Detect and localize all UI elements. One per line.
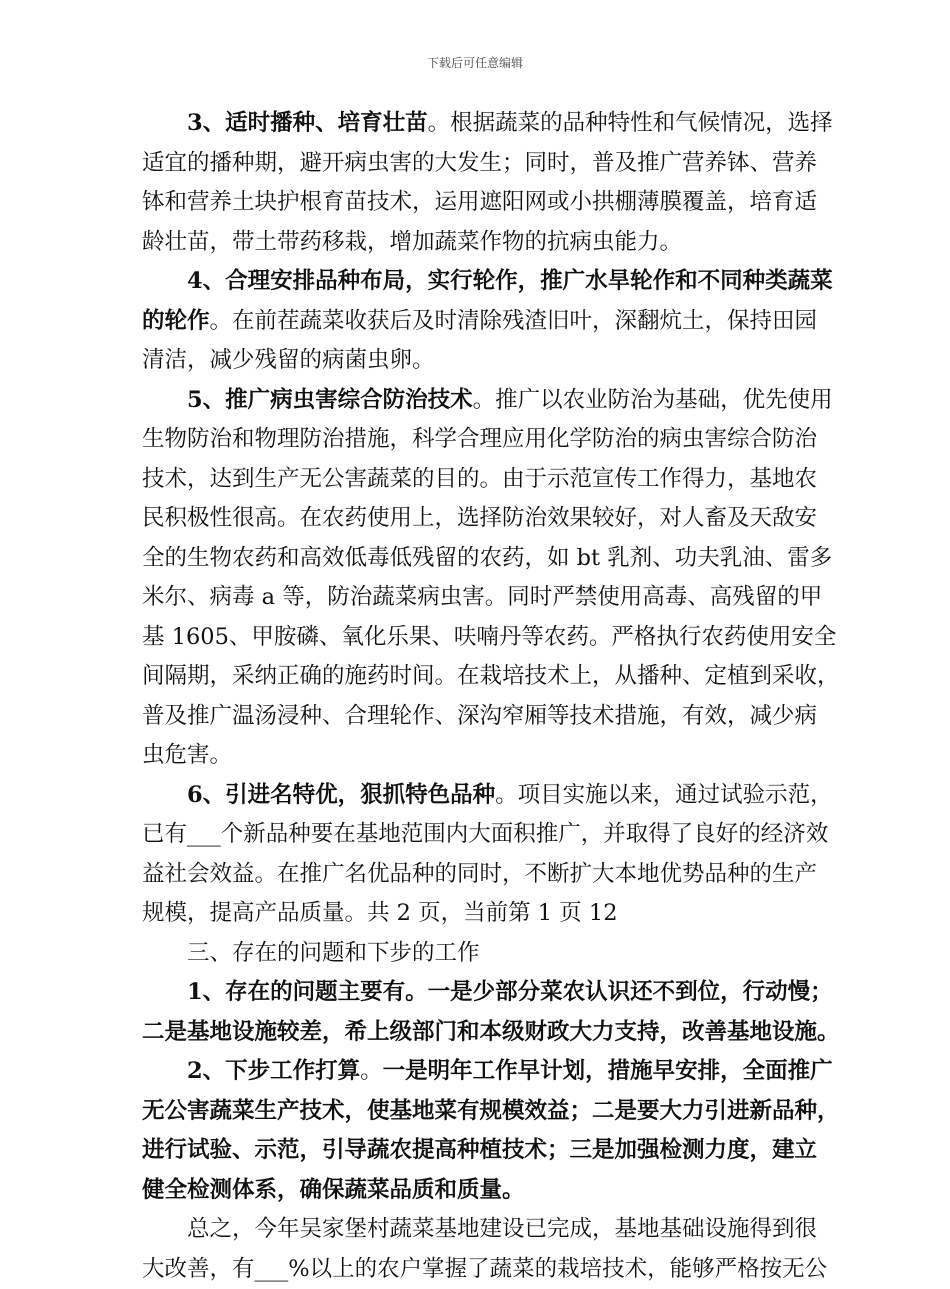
text-segment: 。根据蔬菜的品种特性和气候情况，选择 xyxy=(428,110,833,136)
text-line xyxy=(142,262,812,302)
text-segment: 。在前茬蔬菜收获后及时清除残渣旧叶，深翻炕土，保持田园 xyxy=(210,308,818,334)
text-segment: 。项目实施以来，通过试验示范， xyxy=(495,782,833,808)
text-segment: 民积极性很高。在农药使用上，选择防治效果较好，对人畜及天敌安 xyxy=(142,505,817,531)
text-line xyxy=(142,776,812,816)
text-segment: 益社会效益。在推广名优品种的同时，不断扩大本地优势品种的生产 xyxy=(142,861,817,887)
bold-text-segment: 4、合理安排品种布局，实行轮作，推广水旱轮作和不同种类蔬菜 xyxy=(187,268,833,294)
text-line xyxy=(142,499,812,539)
text-segment: 技术，达到生产无公害蔬菜的目的。由于示范宣传工作得力，基地农 xyxy=(142,466,817,492)
text-line xyxy=(142,1131,812,1171)
text-segment: 龄壮苗，带土带药移栽，增加蔬菜作物的抗病虫能力。 xyxy=(142,229,682,255)
bold-text-segment: 进行试验、示范，引导蔬农提高种植技术；三是加强检测力度，建立 xyxy=(142,1137,817,1163)
bold-text-segment: 无公害蔬菜生产技术，使基地菜有规模效益；二是要大力引进新品种， xyxy=(142,1098,840,1124)
bold-text-segment: 3、适时播种、培育壮苗 xyxy=(187,110,428,136)
text-segment: 三、存在的问题和下步的工作 xyxy=(187,940,480,966)
text-segment: 适宜的播种期，避开病虫害的大发生；同时，普及推广营养钵、营养 xyxy=(142,150,817,176)
text-segment: 规模，提高产品质量。共 2 页，当前第 1 页 12 xyxy=(142,900,618,926)
text-line xyxy=(142,618,812,658)
text-segment: 间隔期，采纳正确的施药时间。在栽培技术上，从播种、定植到采收， xyxy=(142,663,840,689)
text-segment: 生物防治和物理防治措施，科学合理应用化学防治的病虫害综合防治 xyxy=(142,426,817,452)
text-segment: 钵和营养土块护根育苗技术，运用遮阳网或小拱棚薄膜覆盖，培育适 xyxy=(142,189,817,215)
text-segment: 全的生物农药和高效低毒低残留的农药，如 bt 乳剂、功夫乳油、雷多 xyxy=(142,545,832,571)
bold-text-segment: 健全检测体系，确保蔬菜品质和质量。 xyxy=(142,1177,525,1203)
text-line xyxy=(142,657,812,697)
bold-text-segment: 的轮作 xyxy=(142,308,210,334)
bold-text-segment: 6、引进名特优，狠抓特色品种 xyxy=(187,782,495,808)
text-segment: 。推广以农业防治为基础，优先使用 xyxy=(473,387,833,413)
bold-text-segment: 2、下步工作打算 xyxy=(187,1058,360,1084)
page-header: 下载后可任意编辑 xyxy=(0,54,950,71)
text-segment: 米尔、病毒 a 等，防治蔬菜病虫害。同时严禁使用高毒、高残留的甲 xyxy=(142,584,822,610)
text-segment: 普及推广温汤浸种、合理轮作、深沟窄厢等技术措施，有效，减少病 xyxy=(142,703,817,729)
text-line xyxy=(142,381,812,421)
bold-text-segment: 二是基地设施较差，希上级部门和本级财政大力支持，改善基地设施。 xyxy=(142,1019,840,1045)
text-line xyxy=(142,223,812,263)
text-line xyxy=(142,144,812,184)
text-line xyxy=(142,894,812,934)
text-line xyxy=(142,736,812,776)
text-line xyxy=(142,973,812,1013)
text-line xyxy=(142,104,812,144)
text-line xyxy=(142,855,812,895)
text-line xyxy=(142,1092,812,1132)
text-segment: 总之，今年吴家堡村蔬菜基地建设已完成，基地基础设施得到很 xyxy=(187,1216,817,1242)
bold-text-segment: 一是明年工作早计划，措施早安排，全面推广 xyxy=(383,1058,833,1084)
text-segment: 已有___个新品种要在基地范围内大面积推广，并取得了良好的经济效 xyxy=(142,821,828,847)
text-segment: 虫危害。 xyxy=(142,742,232,768)
text-line xyxy=(142,460,812,500)
text-line xyxy=(142,539,812,579)
text-line xyxy=(142,341,812,381)
document-body xyxy=(142,104,812,1289)
text-line xyxy=(142,934,812,974)
text-line xyxy=(142,1052,812,1092)
text-line xyxy=(142,815,812,855)
text-line xyxy=(142,183,812,223)
bold-text-segment: 1、存在的问题主要有。一是少部分菜农认识还不到位，行动慢； xyxy=(187,979,833,1005)
text-segment: 大改善，有___%以上的农户掌握了蔬菜的栽培技术，能够严格按无公 xyxy=(142,1256,827,1282)
text-line xyxy=(142,1013,812,1053)
text-segment: 。 xyxy=(360,1058,383,1084)
text-segment: 基 1605、甲胺磷、氧化乐果、呋喃丹等农药。严格执行农药使用安全 xyxy=(142,624,836,650)
text-line xyxy=(142,697,812,737)
text-line xyxy=(142,578,812,618)
text-line xyxy=(142,1250,812,1289)
bold-text-segment: 5、推广病虫害综合防治技术 xyxy=(187,387,473,413)
text-segment: 清洁，减少残留的病菌虫卵。 xyxy=(142,347,435,373)
text-line xyxy=(142,302,812,342)
text-line xyxy=(142,1171,812,1211)
text-line xyxy=(142,420,812,460)
